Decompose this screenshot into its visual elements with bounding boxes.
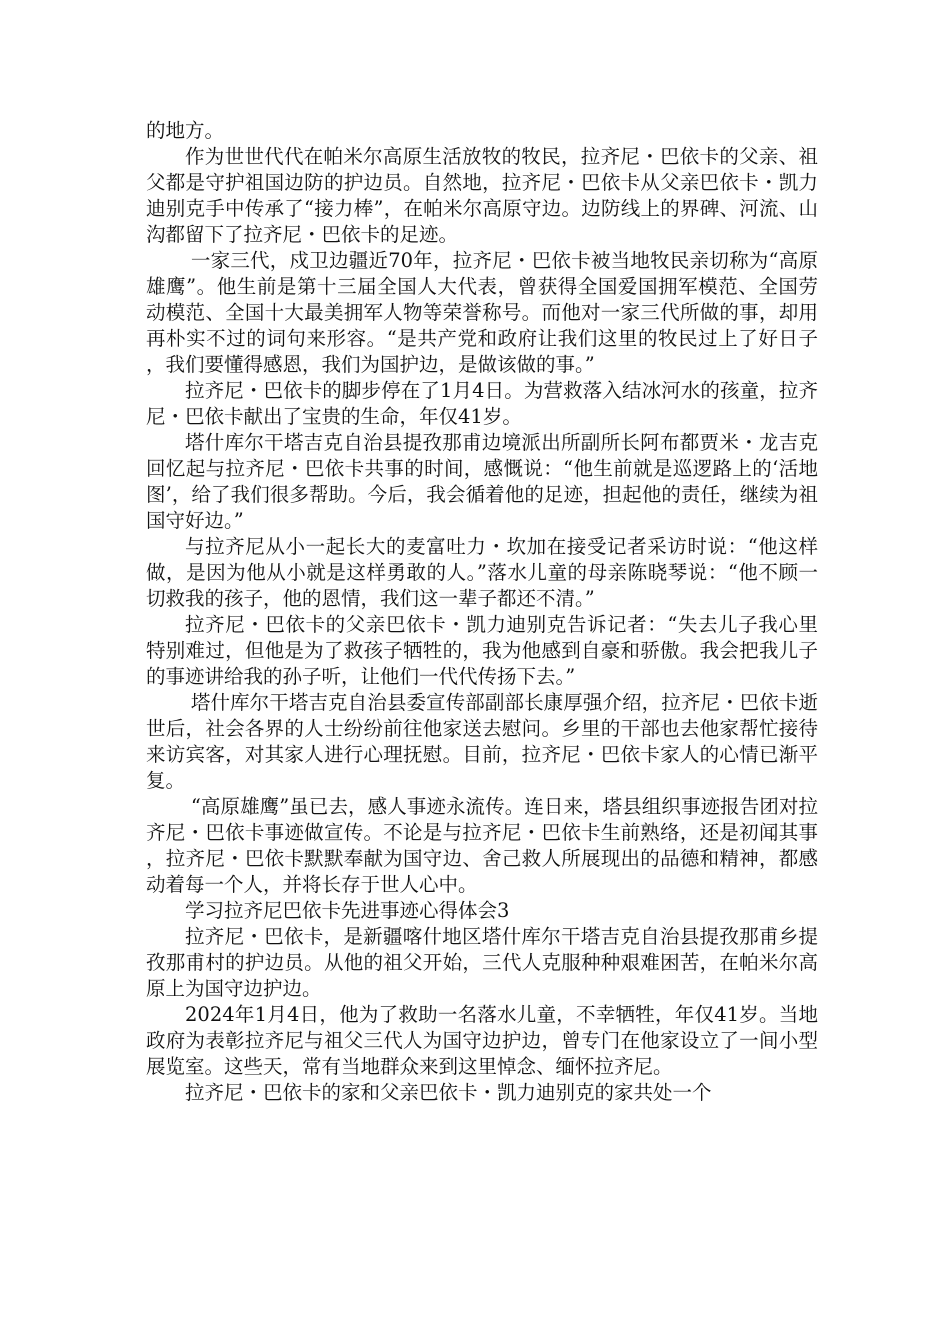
paragraph-father-quote: 拉齐尼・巴依卡的父亲巴依卡・凯力迪别克告诉记者：“失去儿子我心里特别难过，但他是为了救孩子牺牲的，我为他感到自豪和骄傲。我会把我儿子的事迹讲给我的孙子听，让他们一代代传扬下去。” bbox=[146, 613, 818, 688]
paragraph-family-home: 拉齐尼・巴依卡的家和父亲巴依卡・凯力迪别克的家共处一个 bbox=[185, 1081, 712, 1104]
paragraph-continuation: 的地方。 bbox=[146, 119, 225, 142]
paragraph-exhibition: 2024年1月4日，他为了救助一名落水儿童，不幸牺牲，年仅41岁。当地政府为表彰拉齐尼与祖父三代人为国守边护边，曾专门在他家设立了一间小型展览室。这些天，常有当地群众来到这里悼念、缅怀拉齐尼。 bbox=[146, 1003, 818, 1078]
paragraph-condolences: 塔什库尔干塔吉克自治县委宣传部副部长康厚强介绍，拉齐尼・巴依卡逝世后，社会各界的人士纷纷前往他家送去慰问。乡里的干部也去他家帮忙接待来访宾客，对其家人进行心理抚慰。目前，拉齐尼・巴依卡家人的心情已渐平复。 bbox=[146, 691, 818, 792]
paragraph-three-generations: 一家三代，戍卫边疆近70年，拉齐尼・巴依卡被当地牧民亲切称为“高原雄鹰”。他生前是第十三届全国人大代表，曾获得全国爱国拥军模范、全国劳动模范、全国十大最美拥军人物等荣誉称号。而他对一家三代所做的事，却用再朴实不过的词句来形容。“是共产党和政府让我们这里的牧民过上了好日子，我们要懂得感恩，我们为国护边，是做该做的事。” bbox=[146, 249, 818, 376]
paragraph-legacy: “高原雄鹰”虽已去，感人事迹永流传。连日来，塔县组织事迹报告团对拉齐尼・巴依卡事迹做宣传。不论是与拉齐尼・巴依卡生前熟络，还是初闻其事，拉齐尼・巴依卡默默奉献为国守边、舍己救人所展现出的品德和精神，都感动着每一个人，并将长存于世人心中。 bbox=[146, 795, 818, 896]
document-page bbox=[146, 118, 818, 1106]
paragraph-sacrifice: 拉齐尼・巴依卡的脚步停在了1月4日。为营救落入结冰河水的孩童，拉齐尼・巴依卡献出了宝贵的生命，年仅41岁。 bbox=[146, 379, 818, 428]
section-heading: 学习拉齐尼巴依卡先进事迹心得体会3 bbox=[185, 899, 510, 922]
paragraph-introduction: 拉齐尼・巴依卡，是新疆喀什地区塔什库尔干塔吉克自治县提孜那甫乡提孜那甫村的护边员。从他的祖父开始，三代人克服种种艰难困苦，在帕米尔高原上为国守边护边。 bbox=[146, 925, 818, 1000]
paragraph-heritage: 作为世世代代在帕米尔高原生活放牧的牧民，拉齐尼・巴依卡的父亲、祖父都是守护祖国边防的护边员。自然地，拉齐尼・巴依卡从父亲巴依卡・凯力迪别克手中传承了“接力棒”，在帕米尔高原守边。边防线上的界碑、河流、山沟都留下了拉齐尼・巴依卡的足迹。 bbox=[146, 145, 818, 246]
paragraph-friend-and-mother: 与拉齐尼从小一起长大的麦富吐力・坎加在接受记者采访时说：“他这样做，是因为他从小就是这样勇敢的人。”落水儿童的母亲陈晓琴说：“他不顾一切救我的孩子，他的恩情，我们这一辈子都还不清。” bbox=[146, 535, 818, 610]
paragraph-colleague-recollection: 塔什库尔干塔吉克自治县提孜那甫边境派出所副所长阿布都贾米・龙吉克回忆起与拉齐尼・巴依卡共事的时间，感慨说：“他生前就是巡逻路上的‘活地图’，给了我们很多帮助。今后，我会循着他的足迹，担起他的责任，继续为祖国守好边。” bbox=[146, 431, 818, 532]
